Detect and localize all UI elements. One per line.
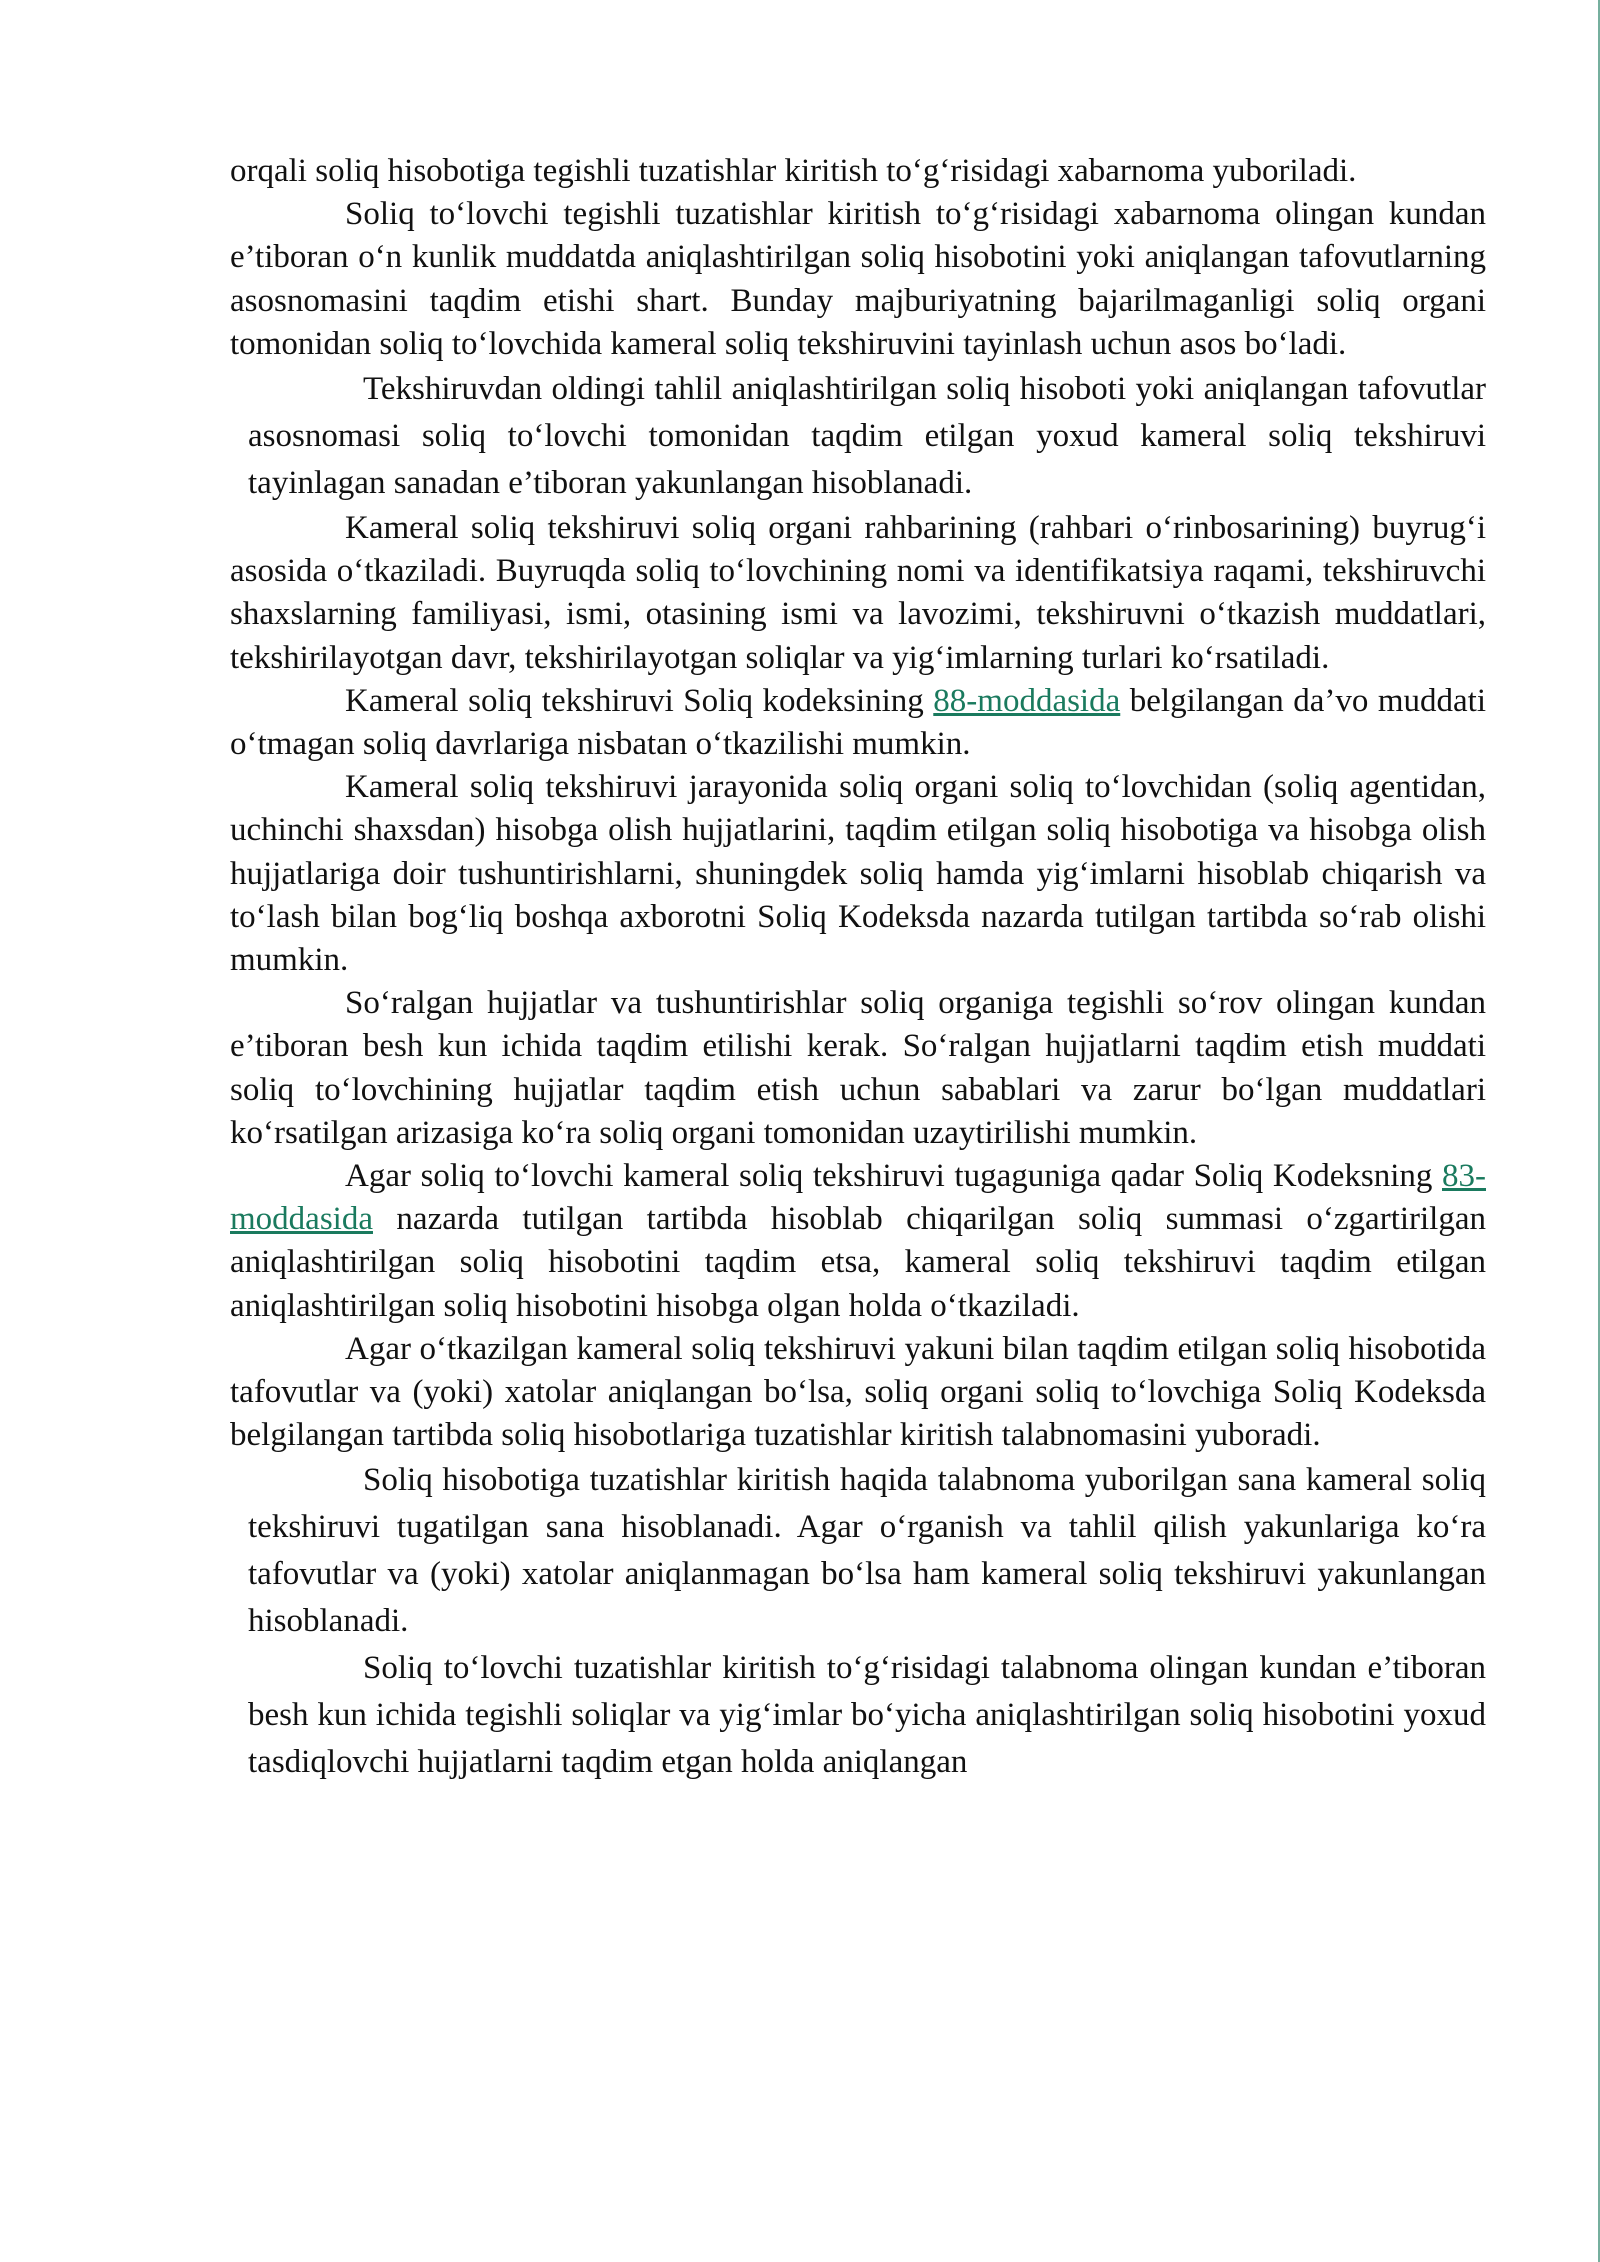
document-body [230, 150, 1486, 1786]
paragraph-text: nazarda tutilgan tartibda hisoblab chiqarilgan soliq summasi o‘zgartirilgan aniqlashtirilgan soliq hisobotini taqdim etsa, kameral soliq tekshiruvi taqdim etilgan aniqlashtirilgan soliq hisobotini hisobga olgan holda o‘tkaziladi. [230, 1201, 1486, 1324]
paragraph-text: Kameral soliq tekshiruvi soliq organi rahbarining (rahbari o‘rinbosarining) buyrug‘i asosida o‘tkaziladi. Buyruqda soliq to‘lovchining nomi va identifikatsiya raqami, tekshiruvchi shaxslarning familiyasi, ismi, otasining ismi va lavozimi, tekshiruvni o‘tkazish muddatlari, tekshirilayotgan davr, tekshirilayotgan soliqlar va yig‘imlarning turlari ko‘rsatiladi. [230, 510, 1486, 676]
paragraph-text: Soliq hisobotiga tuzatishlar kiritish haqida talabnoma yuborilgan sana kameral soliq tekshiruvi tugatilgan sana hisoblanadi. Agar o‘rganish va tahlil qilish yakunlariga ko‘ra tafovutlar va (yoki) xatolar aniqlanmagan bo‘lsa ham kameral soliq tekshiruvi yakunlangan hisoblanadi. [248, 1462, 1486, 1640]
paragraph-8 [230, 1155, 1486, 1328]
paragraph-text: belgilangan da’vo muddati o‘tmagan soliq davrlariga nisbatan o‘tkazilishi mumkin. [230, 682, 1486, 763]
paragraph-5 [230, 680, 1486, 766]
paragraph-text: Tekshiruvdan oldingi tahlil aniqlashtirilgan soliq hisoboti yoki aniqlangan tafovutlar asosnomasi soliq to‘lovchi tomonidan taqdim etilgan yoxud kameral soliq tekshiruvi tayinlagan sanadan e’tiboran yakunlangan hisoblanadi. [248, 371, 1486, 502]
paragraph-3 [248, 366, 1486, 507]
paragraph-7 [230, 982, 1486, 1155]
article-83-link[interactable]: 83-moddasida [230, 1158, 1486, 1238]
paragraph-text: orqali soliq hisobotiga tegishli tuzatishlar kiritish to‘g‘risidagi xabarnoma yuboriladi. [230, 153, 1357, 189]
paragraph-text: Agar o‘tkazilgan kameral soliq tekshiruvi yakuni bilan taqdim etilgan soliq hisobotida tafovutlar va (yoki) xatolar aniqlangan bo‘lsa, soliq organi soliq to‘lovchiga Soliq Kodeksda belgilangan tartibda soliq hisobotlariga tuzatishlar kiritish talabnomasini yuboradi. [230, 1330, 1486, 1454]
paragraph-2 [230, 193, 1486, 366]
paragraph-6 [230, 766, 1486, 982]
paragraph-11 [248, 1645, 1486, 1786]
paragraph-text: So‘ralgan hujjatlar va tushuntirishlar soliq organiga tegishli so‘rov olingan kundan e’tiboran besh kun ichida taqdim etilishi kerak. So‘ralgan hujjatlarni taqdim etish muddati soliq to‘lovchining hujjatlar taqdim etish uchun sabablari va zarur bo‘lgan muddatlari ko‘rsatilgan arizasiga ko‘ra soliq organi tomonidan uzaytirilishi mumkin. [230, 985, 1486, 1151]
paragraph-text: Soliq to‘lovchi tuzatishlar kiritish to‘g‘risidagi talabnoma olingan kundan e’tiboran besh kun ichida tegishli soliqlar va yig‘imlar bo‘yicha aniqlashtirilgan soliq hisobotini yoxud tasdiqlovchi hujjatlarni taqdim etgan holda aniqlangan [248, 1650, 1486, 1781]
paragraph-text: Soliq to‘lovchi tegishli tuzatishlar kiritish to‘g‘risidagi xabarnoma olingan kundan e’tiboran o‘n kunlik muddatda aniqlashtirilgan soliq hisobotini yoki aniqlangan tafovutlarning asosnomasini taqdim etishi shart. Bunday majburiyatning bajarilmaganligi soliq organi tomonidan soliq to‘lovchida kameral soliq tekshiruvini tayinlash uchun asos bo‘ladi. [230, 196, 1486, 362]
paragraph-text: Agar soliq to‘lovchi kameral soliq tekshiruvi tugaguniga qadar Soliq Kodeksning [345, 1158, 1442, 1195]
paragraph-text: Kameral soliq tekshiruvi jarayonida soliq organi soliq to‘lovchidan (soliq agentidan, uchinchi shaxsdan) hisobga olish hujjatlarini, taqdim etilgan soliq hisobotiga va hisobga olish hujjatlariga doir tushuntirishlarni, shuningdek soliq hamda yig‘imlarni hisoblab chiqarish va to‘lash bilan bog‘liq boshqa axborotni Soliq Kodeksda nazarda tutilgan tartibda so‘rab olishi mumkin. [230, 769, 1486, 979]
paragraph-10 [248, 1457, 1486, 1645]
paragraph-4 [230, 507, 1486, 680]
paragraph-text: Kameral soliq tekshiruvi Soliq kodeksining [345, 682, 934, 719]
paragraph-1 [230, 150, 1486, 193]
article-88-link[interactable]: 88-moddasida [933, 682, 1121, 719]
paragraph-9 [230, 1328, 1486, 1458]
